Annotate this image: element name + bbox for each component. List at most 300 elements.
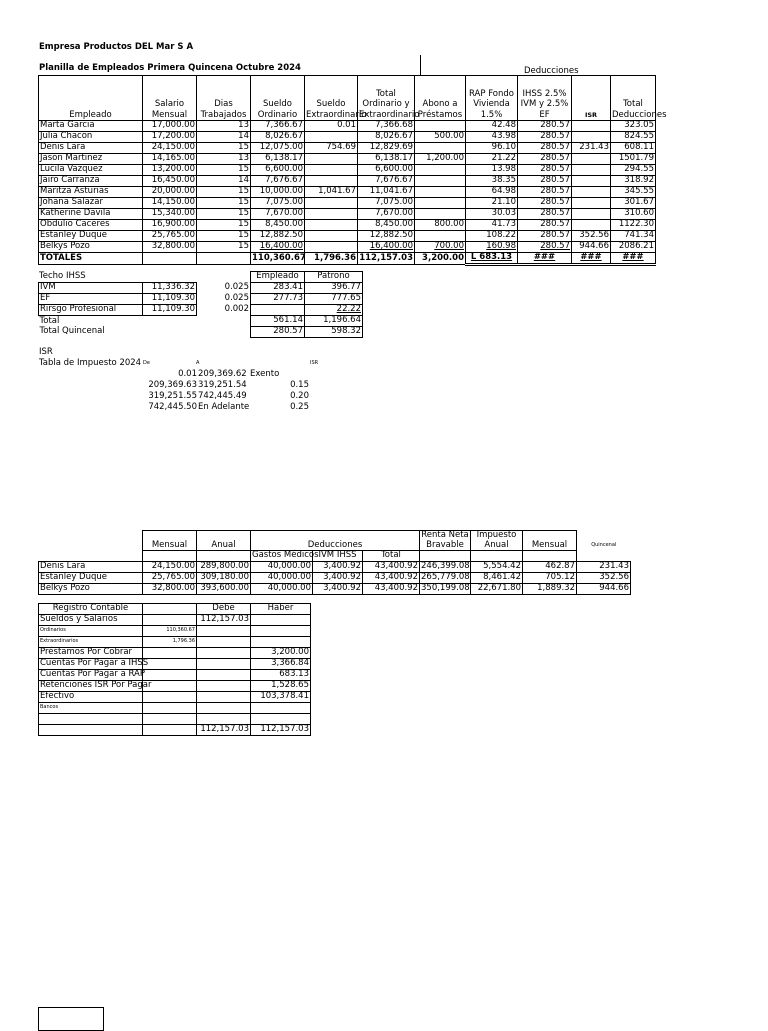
cell: 265,779.08 — [421, 572, 470, 583]
deducciones-title: Deducciones — [524, 66, 579, 76]
cell: 96.10 — [466, 143, 518, 154]
cell: 7,366.67 — [251, 121, 305, 132]
cell: 0.025 — [224, 293, 249, 304]
total-cell: ### — [611, 253, 656, 265]
haber-cell: 3,200.00 — [251, 648, 311, 659]
employee-name: Lucila Vazquez — [39, 165, 143, 176]
account-label: Bancos — [39, 703, 143, 714]
cell: 11,109.30 — [143, 294, 197, 305]
isr-calc-header-row — [39, 531, 631, 551]
table-row — [39, 615, 311, 626]
cell: 43,400.92 — [363, 562, 420, 573]
col-renta: Renta Neta Bravable — [421, 530, 469, 550]
isr-calc-subheader-row — [39, 551, 631, 562]
table-row — [39, 165, 656, 176]
empty-cell — [143, 725, 197, 736]
cell — [143, 327, 197, 338]
cell: 15 — [197, 209, 251, 220]
table-row — [39, 562, 631, 573]
table-row — [39, 283, 363, 294]
cell: 309,180.00 — [197, 573, 251, 584]
cell: 7,670.00 — [251, 209, 305, 220]
column-header: Abono a Préstamos — [415, 76, 466, 121]
ihss-header-row — [39, 272, 363, 283]
cell: 40,000.00 — [251, 573, 313, 584]
empty-cell — [39, 272, 143, 283]
cell — [197, 316, 251, 327]
sub-amount — [143, 670, 197, 681]
cell — [305, 220, 358, 231]
registro-totals-row — [39, 725, 311, 736]
cell: 318.92 — [611, 176, 656, 187]
col-mensual2: Mensual — [523, 531, 577, 551]
col-debe: Debe — [197, 604, 251, 615]
cell: 17,000.00 — [143, 121, 197, 132]
isr-rate: 0.15 — [290, 380, 309, 390]
cell: 280.57 — [518, 132, 572, 143]
col-deducciones: Deducciones — [251, 531, 420, 551]
cell: 6,138.17 — [251, 154, 305, 165]
cell: 160.98 — [466, 242, 518, 253]
cell: 30.03 — [466, 209, 518, 220]
table-row — [39, 121, 656, 132]
employee-name: Jairo Carranza — [39, 176, 143, 187]
cell: 345.55 — [611, 187, 656, 198]
debe-cell — [197, 659, 251, 670]
haber-cell — [251, 626, 311, 637]
cell: 14,150.00 — [143, 198, 197, 209]
column-header: Sueldo Ordinario — [251, 76, 305, 121]
cell — [415, 209, 466, 220]
col-patrono: Patrono — [305, 272, 363, 283]
cell: 40,000.00 — [251, 562, 313, 573]
debe-cell — [197, 714, 251, 725]
cell: 289,800.00 — [197, 562, 251, 573]
cell: 280.57 — [518, 176, 572, 187]
cell: 1,041.67 — [305, 187, 358, 198]
cell: 7,366.68 — [358, 121, 415, 132]
cell: 944.66 — [577, 584, 631, 595]
table-row — [39, 670, 311, 681]
cell: 700.00 — [415, 242, 466, 253]
cell: 310.60 — [611, 209, 656, 220]
cell: 12,882.50 — [358, 231, 415, 242]
cell — [415, 165, 466, 176]
column-header: RAP Fondo Vivienda 1.5% — [466, 76, 518, 121]
table-row — [39, 176, 656, 187]
cell: 25,765.00 — [143, 231, 197, 242]
cell: 8,450.00 — [251, 220, 305, 231]
employee-name: Katherine Davila — [39, 209, 143, 220]
cell: 13 — [197, 121, 251, 132]
empty-cell — [420, 551, 471, 562]
employee-name: Belkys Pozo — [39, 242, 143, 253]
debe-cell — [197, 703, 251, 714]
cell — [572, 154, 611, 165]
table-row — [39, 209, 656, 220]
totals-row — [39, 253, 656, 265]
empty-cell — [39, 725, 143, 736]
cell: 8,450.00 — [358, 220, 415, 231]
cell: 1501.79 — [611, 154, 656, 165]
table-row — [39, 637, 311, 648]
cell: 14,165.00 — [143, 154, 197, 165]
registro-contable-table — [38, 603, 311, 736]
table-row — [39, 648, 311, 659]
cell: 824.55 — [611, 132, 656, 143]
column-header: Empleado — [39, 76, 143, 121]
cell — [572, 165, 611, 176]
isr-to: 742,445.49 — [198, 391, 247, 401]
col-mensual: Mensual — [143, 531, 197, 551]
cell: 8,026.67 — [251, 132, 305, 143]
col-haber: Haber — [251, 604, 311, 615]
total-cell: 3,200.00 — [415, 253, 466, 265]
cell: 280.57 — [518, 231, 572, 242]
cell: Total Quincenal — [39, 326, 105, 337]
empty-cell — [197, 272, 251, 283]
cell: 41.73 — [466, 220, 518, 231]
debe-cell — [197, 692, 251, 703]
account-label: Efectivo — [39, 692, 143, 703]
table-row — [39, 242, 656, 253]
debe-cell — [197, 626, 251, 637]
account-label: Cuentas Por Pagar a RAP — [40, 669, 145, 680]
isr-from: 319,251.55 — [148, 391, 197, 401]
table-row — [39, 659, 311, 670]
debe-cell — [197, 637, 251, 648]
cell: 283.41 — [251, 283, 305, 294]
column-header: Sueldo Extraordinario — [305, 76, 358, 121]
table-row — [39, 327, 363, 338]
haber-cell: 3,366.84 — [251, 659, 311, 670]
cell: 277.73 — [251, 294, 305, 305]
account-label: Sueldos y Salarios — [39, 615, 143, 626]
empty-cell — [577, 551, 631, 562]
haber-cell — [251, 637, 311, 648]
cell: 7,075.00 — [251, 198, 305, 209]
account-label: Extraordinarios — [39, 637, 143, 648]
sub-amount — [143, 692, 197, 703]
haber-cell — [251, 615, 311, 626]
cell: 43.98 — [466, 132, 518, 143]
cell — [305, 198, 358, 209]
employee-name: Estanley Duque — [39, 573, 143, 584]
cell: 0.01 — [305, 121, 358, 132]
cell: 17,200.00 — [143, 132, 197, 143]
cell: 11,109.30 — [143, 305, 197, 316]
sub-amount — [143, 703, 197, 714]
cell: 246,399.08 — [421, 561, 470, 572]
cell — [572, 198, 611, 209]
account-label: Ordinarios — [39, 626, 143, 637]
employee-name: Denis Lara — [39, 562, 143, 573]
cell — [305, 132, 358, 143]
cell — [143, 316, 197, 327]
registro-header-row — [39, 604, 311, 615]
cell: 5,554.42 — [471, 562, 523, 573]
table-row — [39, 584, 631, 595]
cell — [305, 165, 358, 176]
sub-amount: 110,360.67 — [143, 626, 197, 637]
column-header: Total Ordinario y Extraordinario — [358, 76, 415, 121]
col-gastos: Gastos Médicos — [252, 550, 319, 561]
cell: 2086.21 — [611, 242, 656, 253]
cell — [415, 176, 466, 187]
table-row — [39, 681, 311, 692]
empty-cell — [523, 551, 577, 562]
sub-amount — [143, 714, 197, 725]
payroll-table — [38, 75, 667, 266]
table-row — [39, 187, 656, 198]
sheet-subtitle: Planilla de Empleados Primera Quincena Octubre 2024 — [39, 63, 301, 73]
employee-name: Obdulio Caceres — [39, 220, 143, 231]
employee-name: Jason Martinez — [39, 154, 143, 165]
cell: 280.57 — [518, 154, 572, 165]
cell: 754.69 — [305, 143, 358, 154]
account-label — [39, 714, 143, 725]
cell — [415, 187, 466, 198]
cell: 7,676.67 — [251, 176, 305, 187]
total-cell — [197, 253, 251, 265]
cell: 24,150.00 — [143, 562, 197, 573]
isr-from: 0.01 — [178, 369, 197, 379]
cell: 21.10 — [466, 198, 518, 209]
table-row — [39, 294, 363, 305]
table-row — [39, 703, 311, 714]
cell: 24,150.00 — [143, 143, 197, 154]
table-row — [39, 231, 656, 242]
column-header: IHSS 2.5% IVM y 2.5% EF — [518, 76, 572, 121]
haber-cell — [251, 714, 311, 725]
cell: 741.34 — [611, 231, 656, 242]
isr-to: 319,251.54 — [198, 380, 247, 390]
isr-rate: 0.25 — [290, 402, 309, 412]
sub-amount — [143, 648, 197, 659]
cell: 12,075.00 — [251, 143, 305, 154]
registro-title: Registro Contable — [39, 604, 143, 615]
table-row — [39, 316, 363, 327]
cell: 12,829.69 — [358, 143, 415, 154]
debe-cell — [197, 681, 251, 692]
cell: 32,800.00 — [143, 242, 197, 253]
isr-calc-table — [38, 530, 631, 595]
cell: 22.22 — [305, 305, 363, 316]
cell: IVM — [39, 283, 143, 294]
total-debe: 112,157.03 — [197, 725, 251, 736]
employee-name: Julia Chacon — [39, 132, 143, 143]
cell: 15 — [197, 187, 251, 198]
table-row — [39, 692, 311, 703]
cell: 393,600.00 — [197, 584, 251, 595]
cell: 0.002 — [224, 304, 249, 315]
cell: 280.57 — [518, 165, 572, 176]
cell: EF — [39, 294, 143, 305]
total-cell — [143, 253, 197, 265]
cell — [572, 220, 611, 231]
cell: 7,670.00 — [358, 209, 415, 220]
cell: 64.98 — [466, 187, 518, 198]
cell: 944.66 — [572, 242, 611, 253]
total-cell: 1,796.36 — [305, 253, 358, 265]
table-row — [39, 143, 656, 154]
cell — [415, 198, 466, 209]
cell: Rirsgo Profesional — [39, 305, 143, 316]
cell: 15 — [197, 231, 251, 242]
cell: 777.65 — [305, 294, 363, 305]
cell — [305, 231, 358, 242]
empty-cell — [39, 531, 143, 551]
employee-name: Johana Salazar — [39, 198, 143, 209]
col-anual: Anual — [197, 531, 251, 551]
cell: 6,138.17 — [358, 154, 415, 165]
sub-amount — [143, 659, 197, 670]
cell — [305, 242, 358, 253]
empty-cell — [197, 551, 251, 562]
cell — [197, 327, 251, 338]
cell: 12,882.50 — [251, 231, 305, 242]
col-ivm: IVM IHSS — [313, 551, 363, 562]
cell: 43,400.92 — [363, 573, 420, 584]
ihss-title: Techo IHSS — [39, 271, 86, 281]
cell: 3,400.92 — [313, 584, 363, 595]
cell: 301.67 — [611, 198, 656, 209]
cell: 280.57 — [518, 198, 572, 209]
employee-name: Estanley Duque — [39, 231, 143, 242]
cell: 231.43 — [577, 562, 631, 573]
cell: 13 — [197, 154, 251, 165]
totals-label: TOTALES — [39, 253, 143, 265]
table-row — [39, 573, 631, 584]
employee-name: Belkys Pozo — [39, 584, 143, 595]
cell — [572, 176, 611, 187]
column-header: Total Deducciones — [611, 76, 656, 121]
column-header: Dias Trabajados — [197, 76, 251, 121]
payroll-header-row — [39, 76, 656, 121]
cell: 13,200.00 — [143, 165, 197, 176]
cell: 462.87 — [523, 562, 577, 573]
cell: 15 — [197, 165, 251, 176]
cell — [251, 305, 305, 316]
cell: 25,765.00 — [143, 573, 197, 584]
cell: 21.22 — [466, 154, 518, 165]
cell: 38.35 — [466, 176, 518, 187]
cell: 7,676.67 — [358, 176, 415, 187]
table-row — [39, 714, 311, 725]
empty-cell — [143, 272, 197, 283]
cell: 11,336.32 — [143, 283, 197, 294]
cell: 280.57 — [518, 187, 572, 198]
total-cell: 112,157.03 — [359, 252, 413, 263]
isr-rate: 0.20 — [290, 391, 309, 401]
debe-cell — [197, 648, 251, 659]
employee-name: Marta Garcia — [39, 121, 143, 132]
cell: 16,400.00 — [358, 242, 415, 253]
total-haber: 112,157.03 — [251, 725, 311, 736]
isr-from: 742,445.50 — [148, 402, 197, 412]
empty-cell — [143, 551, 197, 562]
cell: 43,400.92 — [363, 584, 420, 595]
cell: 13.98 — [466, 165, 518, 176]
cell: 20,000.00 — [143, 187, 197, 198]
isr-a-label: A — [196, 360, 200, 366]
cell — [415, 121, 466, 132]
account-label: Cuentas Por Pagar a IHSS — [40, 658, 149, 669]
empty-cell — [143, 604, 197, 615]
cell: 10,000.00 — [251, 187, 305, 198]
cell: 8,461.42 — [471, 573, 523, 584]
col-total: Total — [363, 551, 420, 562]
total-cell: ### — [518, 253, 572, 265]
cell — [572, 121, 611, 132]
cell: 15 — [197, 143, 251, 154]
cell: 11,041.67 — [358, 187, 415, 198]
isr-to: En Adelante — [198, 402, 250, 412]
column-header: ISR — [572, 76, 611, 121]
column-header: Salario Mensual — [143, 76, 197, 121]
ihss-table — [38, 271, 363, 338]
cell: 280.57 — [518, 242, 572, 253]
col-quincenal: Quincenal — [591, 542, 617, 548]
cell: 500.00 — [415, 132, 466, 143]
cell: 598.32 — [305, 327, 363, 338]
table-row — [39, 198, 656, 209]
debe-cell — [197, 670, 251, 681]
cell — [415, 143, 466, 154]
isr-subtitle: Tabla de Impuesto 2024 — [39, 358, 142, 368]
cell: 3,400.92 — [313, 573, 363, 584]
isr-de-label: De — [143, 360, 150, 366]
cell — [305, 209, 358, 220]
cell: 280.57 — [518, 209, 572, 220]
cell: 15,340.00 — [143, 209, 197, 220]
table-row — [39, 132, 656, 143]
table-row — [39, 154, 656, 165]
cell: 8,026.67 — [358, 132, 415, 143]
empty-box — [38, 1007, 104, 1031]
account-label: Préstamos Por Cobrar — [39, 648, 143, 659]
cell: 608.11 — [611, 143, 656, 154]
table-row — [39, 305, 363, 316]
cell — [572, 132, 611, 143]
col-empleado: Empleado — [251, 272, 305, 283]
cell: 396.77 — [305, 283, 363, 294]
cell: Total — [39, 315, 60, 326]
cell: 22,671.80 — [471, 584, 523, 595]
cell: 1122.30 — [611, 220, 656, 231]
header-divider — [420, 55, 421, 75]
cell: 42.48 — [466, 121, 518, 132]
cell: 15 — [197, 242, 251, 253]
total-cell: 110,360.67 — [252, 252, 306, 263]
cell: 7,075.00 — [358, 198, 415, 209]
empty-cell — [471, 551, 523, 562]
cell: 352.56 — [577, 573, 631, 584]
cell: 16,450.00 — [143, 176, 197, 187]
cell: 14 — [197, 176, 251, 187]
cell: 1,889.32 — [523, 584, 577, 595]
haber-cell: 1,528.65 — [251, 681, 311, 692]
cell: 800.00 — [415, 220, 466, 231]
cell: 108.22 — [466, 231, 518, 242]
haber-cell: 683.13 — [251, 670, 311, 681]
cell: 1,196.64 — [305, 316, 363, 327]
employee-name: Denis Lara — [39, 143, 143, 154]
sub-amount: 1,796.36 — [143, 637, 197, 648]
col-impuesto: Impuesto Anual — [471, 531, 523, 551]
employee-name: Maritza Asturias — [39, 187, 143, 198]
cell: 294.55 — [611, 165, 656, 176]
